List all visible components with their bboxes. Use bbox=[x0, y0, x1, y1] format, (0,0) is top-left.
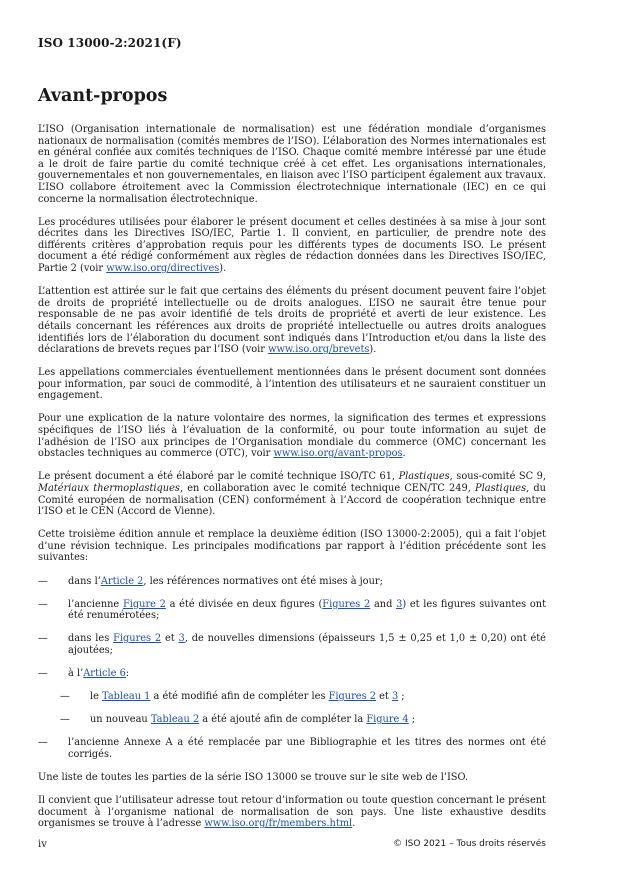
paragraph-series-list: Une liste de toutes les parties de la série ISO 13000 se trouve sur le site web de l’ISO. bbox=[38, 771, 469, 783]
committee-name-italic: Plastiques bbox=[398, 471, 450, 483]
link-figures-2[interactable]: Figures 2 bbox=[322, 598, 371, 610]
list-item-bullet-3 bbox=[38, 633, 546, 656]
document-id-header: ISO 13000-2:2021(F) bbox=[38, 36, 182, 50]
subcommittee-name-italic: Matériaux thermoplastiques bbox=[38, 482, 180, 494]
link-article-6[interactable]: Article 6 bbox=[83, 667, 126, 679]
page-number: iv bbox=[38, 839, 47, 850]
link-figure-3[interactable]: 3 bbox=[178, 633, 185, 645]
list-text: a été modifié afin de compléter les bbox=[150, 691, 329, 703]
link-figure-3[interactable]: 3 bbox=[391, 691, 399, 703]
paragraph-text-end: ). bbox=[369, 344, 377, 356]
list-text: et bbox=[161, 633, 179, 645]
paragraph-text: , du Comité européen de normalisation (CEN) conformément à l’Accord de coopération technique entre l’ISO et le CEN (Accord de Vienne). bbox=[38, 482, 546, 518]
paragraph-text: Pour une explication de la nature volontaire des normes, la signification des termes et expressions spécifiques de l’ISO liés à l’évaluation de la conformité, ou pour toute information au sujet de l’adhésion de l’ISO aux principes de l’Organisation mondiale du commerce (OMC) concernant les obstacles techniques au commerce (OTC), voir bbox=[38, 413, 546, 460]
link-figure-2[interactable]: Figure 2 bbox=[122, 598, 166, 610]
link-tableau-1[interactable]: Tableau 1 bbox=[102, 691, 151, 703]
link-figure-3[interactable]: 3 bbox=[396, 598, 403, 610]
list-text: ; bbox=[408, 714, 416, 726]
list-text: , de nouvelles dimensions (épaisseurs 1,5 ± 0,25 et 1,0 ± 0,20) ont été ajoutées; bbox=[68, 633, 546, 656]
list-item-bullet-5: — l’ancienne Annexe A a été remplacée par une Bibliographie et les titres des normes ont été corrigés. bbox=[38, 737, 546, 760]
list-sub-item-1 bbox=[38, 691, 546, 703]
link-figures-2[interactable]: Figures 2 bbox=[328, 691, 376, 703]
list-text: : bbox=[125, 667, 130, 679]
list-text: dans les bbox=[68, 633, 114, 645]
paragraph-voluntary-nature bbox=[38, 413, 546, 459]
paragraph-text: Les procédures utilisées pour élaborer le présent document et celles destinées à sa mise à jour sont décrites dans les Directives ISO/IEC, Partie 1. Il convient, en particulier, de prendre note des différents critères d’approbation requis pour les différents types de documents ISO. Le présent document a été rédigé conformément aux règles de rédaction données dans les Directives ISO/IEC, Partie 2 (voir bbox=[38, 216, 546, 275]
paragraph-edition: Cette troisième édition annule et remplace la deuxième édition (ISO 13000-2:2005), qui a fait l’objet d’une révision technique. Les principales modifications par rapport à l’édition précédente sont les suivantes: bbox=[38, 529, 546, 564]
link-avant-propos[interactable]: www.iso.org/avant-propos bbox=[273, 448, 403, 460]
link-tableau-2[interactable]: Tableau 2 bbox=[150, 714, 200, 726]
list-item-bullet-4 bbox=[38, 668, 546, 680]
link-brevets[interactable]: www.iso.org/brevets bbox=[268, 344, 370, 356]
paragraph-feedback bbox=[38, 795, 546, 830]
list-text: et bbox=[375, 691, 392, 703]
paragraph-text-end: . bbox=[402, 448, 406, 460]
paragraph-iso-intro: L’ISO (Organisation internationale de normalisation) est une fédération mondiale d’organismes nationaux de normalisation (comités membres de l’ISO). L’élaboration des Normes internationales est en général confiée aux comités techniques de l’ISO. Chaque comité membre intéressé par une étude a le droit de faire partie du comité technique créé à cet effet. Les organisations internationales, gouvernementales et non gouvernementales, en liaison avec l’ISO participent également aux travaux. L’ISO collabore étroitement avec la Commission électrotechnique internationale (IEC) en ce qui concerne la normalisation électrotechnique. bbox=[38, 124, 546, 205]
link-figures-2[interactable]: Figures 2 bbox=[113, 633, 162, 645]
list-text: à l’ bbox=[68, 667, 84, 679]
paragraph-trade-names: Les appellations commerciales éventuellement mentionnées dans le présent document sont données pour information, par souci de commodité, à l’intention des utilisateurs et ne sauraient constituer un engagement. bbox=[38, 367, 546, 402]
cen-committee-name-italic: Plastiques bbox=[475, 482, 527, 494]
paragraph-text: Il convient que l’utilisateur adresse tout retour d’information ou toute question concernant le présent document à l’organisme national de normalisation de son pays. Une liste exhaustive desdits organismes se trouve à l’adresse bbox=[38, 795, 546, 830]
paragraph-text: , sous-comité SC 9, bbox=[449, 471, 546, 483]
link-directives[interactable]: www.iso.org/directives bbox=[106, 263, 220, 275]
list-text: a été ajouté afin de compléter la bbox=[199, 714, 367, 726]
paragraph-procedures bbox=[38, 217, 546, 275]
copyright-notice: © ISO 2021 – Tous droits réservés bbox=[393, 839, 546, 849]
list-text: and bbox=[370, 598, 397, 610]
link-figure-4[interactable]: Figure 4 bbox=[366, 714, 409, 726]
list-text: a été divisée en deux figures ( bbox=[165, 598, 323, 610]
list-text: ) et les figures suivantes ont été renumérotées; bbox=[68, 598, 547, 622]
paragraph-committee bbox=[38, 471, 546, 517]
paragraph-text: L’attention est attirée sur le fait que certains des éléments du présent document peuvent faire l’objet de droits de propriété intellectuelle ou de droits analogues. L’ISO ne saurait être tenue pour responsable de ne pas avoir identifié de tels droits de propriété et averti de leur existence. Les détails concernant les références aux droits de propriété intellectuelle ou autres droits analogues identifiés lors de l’élaboration du document sont indiqués dans l’Introduction et/ou dans la liste des déclarations de brevets reçues par l’ISO (voir bbox=[38, 286, 546, 356]
list-text: le bbox=[90, 691, 103, 703]
list-text: un nouveau bbox=[90, 714, 151, 726]
link-article-2[interactable]: Article 2 bbox=[100, 575, 144, 587]
section-title: Avant-propos bbox=[38, 86, 168, 106]
list-text: dans l’ bbox=[68, 575, 101, 587]
paragraph-text: , en collaboration avec le comité technique CEN/TC 249, bbox=[179, 482, 476, 494]
foreword-body bbox=[38, 124, 546, 841]
paragraph-text-end: . bbox=[352, 818, 356, 830]
list-item-bullet-1 bbox=[38, 576, 546, 588]
paragraph-patents bbox=[38, 286, 546, 356]
list-item-bullet-2 bbox=[38, 599, 546, 622]
list-text: l’ancienne bbox=[68, 598, 123, 610]
list-sub-item-2 bbox=[38, 714, 546, 726]
list-text: , les références normatives ont été mises à jour; bbox=[143, 575, 383, 587]
list-text: ; bbox=[398, 691, 405, 703]
paragraph-text: Le présent document a été élaboré par le comité technique ISO/TC 61, bbox=[38, 471, 399, 483]
paragraph-text-end: ). bbox=[219, 263, 227, 275]
link-members[interactable]: www.iso.org/fr/members.html bbox=[204, 818, 353, 830]
